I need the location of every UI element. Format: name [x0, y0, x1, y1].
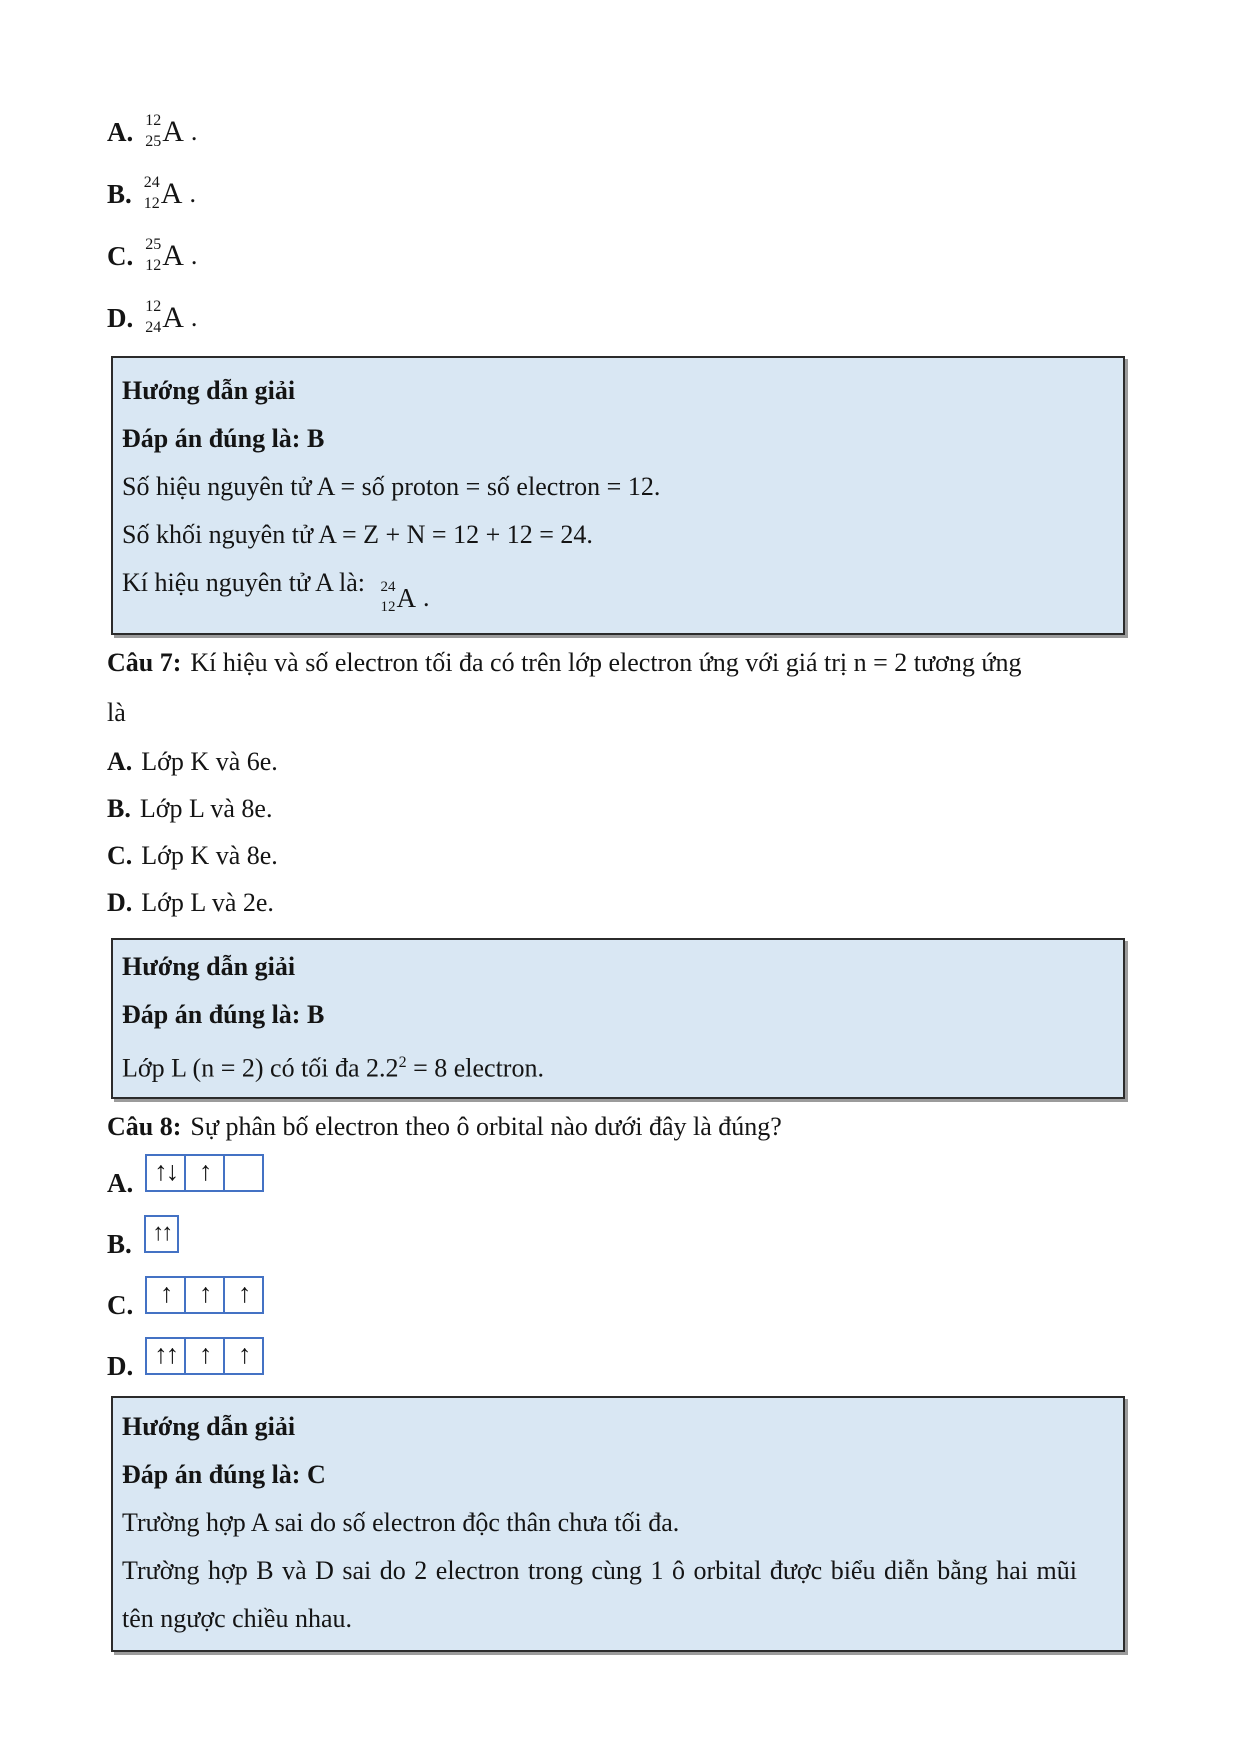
- question-text: Sự phân bố electron theo ô orbital nào dưới đây là đúng?: [190, 1112, 782, 1142]
- period-mark: .: [190, 241, 198, 270]
- element-symbol: A: [162, 115, 184, 148]
- isotope-notation: [381, 574, 430, 622]
- atomic-number: 12: [143, 195, 160, 212]
- solution-heading: Hướng dẫn giải: [122, 1412, 296, 1442]
- option-row-a: [107, 108, 1140, 156]
- element-symbol: A: [162, 239, 184, 272]
- isotope-notation: [145, 297, 197, 339]
- option-text: Lớp L và 2e.: [141, 887, 274, 917]
- option-row-c: [107, 232, 1140, 280]
- solution-answer: Đáp án đúng là: B: [122, 424, 325, 453]
- option-label: B.: [107, 178, 132, 209]
- period-mark: .: [190, 303, 198, 332]
- orbital-diagram: [144, 1215, 179, 1253]
- element-symbol: A: [162, 301, 184, 334]
- mass-number: 24: [380, 579, 396, 595]
- question-text: Kí hiệu và số electron tối đa có trên lớp electron ứng với giá trị n = 2 tương ứng là: [107, 647, 1022, 727]
- orbital-cell: ↑: [223, 1276, 264, 1314]
- solution-text-prefix: Lớp L (n = 2) có tối đa 2.2: [122, 1053, 399, 1083]
- mass-number: 24: [143, 174, 160, 192]
- solution-heading: Hướng dẫn giải: [122, 951, 296, 981]
- orbital-diagram: [145, 1337, 264, 1375]
- solution-text-suffix: = 8 electron.: [406, 1053, 544, 1083]
- option-label: D.: [107, 302, 134, 333]
- option-label: B.: [107, 1229, 132, 1260]
- orbital-diagram: [145, 1276, 264, 1314]
- solution-text: [122, 1039, 1109, 1093]
- option-row-d: [107, 879, 1140, 926]
- option-label: A.: [107, 116, 134, 147]
- orbital-cell: ↑: [184, 1337, 225, 1375]
- orbital-cell: ↑: [145, 1276, 186, 1314]
- isotope-notation: [145, 111, 197, 153]
- solution-text: Trường hợp B và D sai do 2 electron trong cùng 1 ô orbital được biểu diễn bằng hai mũi tên ngược chiều nhau.: [122, 1556, 1077, 1634]
- solution-text-prefix: Kí hiệu nguyên tử A là:: [122, 568, 366, 597]
- option-text: Lớp L và 8e.: [139, 793, 273, 823]
- orbital-cell: ↑↑: [144, 1215, 179, 1253]
- orbital-cell: ↑: [184, 1276, 225, 1314]
- question-8: [107, 1102, 1042, 1152]
- option-row-b: [107, 1213, 1140, 1260]
- solution-text: Trường hợp A sai do số electron độc thân chưa tối đa.: [122, 1508, 680, 1538]
- option-label: C.: [107, 840, 133, 870]
- mass-number: 25: [145, 236, 162, 254]
- orbital-cell: ↑↓: [145, 1154, 186, 1192]
- solution-text: Số khối nguyên tử A = Z + N = 12 + 12 = 24.: [122, 520, 593, 549]
- orbital-cell: ↑: [223, 1337, 264, 1375]
- mass-number: 12: [145, 298, 162, 316]
- atomic-number: 12: [380, 598, 396, 615]
- isotope-numbers: [144, 173, 160, 215]
- option-label: C.: [107, 1290, 134, 1321]
- option-label: A.: [107, 746, 133, 776]
- isotope-numbers: [145, 235, 161, 277]
- option-row-b: [107, 785, 1140, 832]
- option-label: D.: [107, 887, 133, 917]
- option-row-b: [107, 170, 1140, 218]
- solution-heading: Hướng dẫn giải: [122, 376, 296, 405]
- option-text: Lớp K và 6e.: [141, 746, 278, 776]
- period-mark: .: [189, 179, 196, 208]
- option-label: D.: [107, 1351, 134, 1382]
- period-mark: .: [190, 117, 198, 146]
- isotope-notation: [145, 235, 197, 277]
- isotope-numbers: [145, 111, 161, 153]
- question-7: [107, 638, 1042, 738]
- solution-answer: Đáp án đúng là: B: [122, 999, 325, 1029]
- atomic-number: 12: [145, 257, 162, 274]
- option-label: C.: [107, 240, 134, 271]
- option-row-a: [107, 738, 1140, 785]
- option-label: A.: [107, 1168, 134, 1199]
- option-row-d: [107, 294, 1140, 342]
- mass-number: 12: [145, 112, 162, 130]
- question-number: Câu 7:: [107, 647, 182, 677]
- solution-box-q6: [111, 356, 1125, 635]
- element-symbol: A: [160, 177, 183, 210]
- solution-text: Số hiệu nguyên tử A = số proton = số electron = 12.: [122, 472, 661, 501]
- atomic-number: 24: [145, 319, 162, 336]
- orbital-diagram: [145, 1154, 264, 1192]
- isotope-numbers: [145, 297, 161, 339]
- question-number: Câu 8:: [107, 1112, 182, 1142]
- period-mark: .: [423, 582, 430, 612]
- orbital-cell: ↑↑: [145, 1337, 186, 1375]
- isotope-numbers: [381, 578, 396, 617]
- isotope-notation: [144, 173, 196, 215]
- option-row-c: [107, 832, 1140, 879]
- solution-box-q7: [111, 938, 1125, 1100]
- solution-answer: Đáp án đúng là: C: [122, 1460, 326, 1490]
- option-label: B.: [107, 793, 131, 823]
- orbital-cell: ↑: [184, 1154, 225, 1192]
- superscript: 2: [398, 1053, 407, 1071]
- solution-box-q8: [111, 1396, 1125, 1652]
- option-text: Lớp K và 8e.: [141, 840, 278, 870]
- atomic-number: 25: [145, 133, 162, 150]
- option-row-c: [107, 1274, 1140, 1321]
- option-row-d: [107, 1335, 1140, 1382]
- option-row-a: [107, 1152, 1140, 1199]
- solution-text: [122, 559, 1109, 622]
- orbital-cell: [223, 1154, 264, 1192]
- element-symbol: A: [396, 582, 417, 613]
